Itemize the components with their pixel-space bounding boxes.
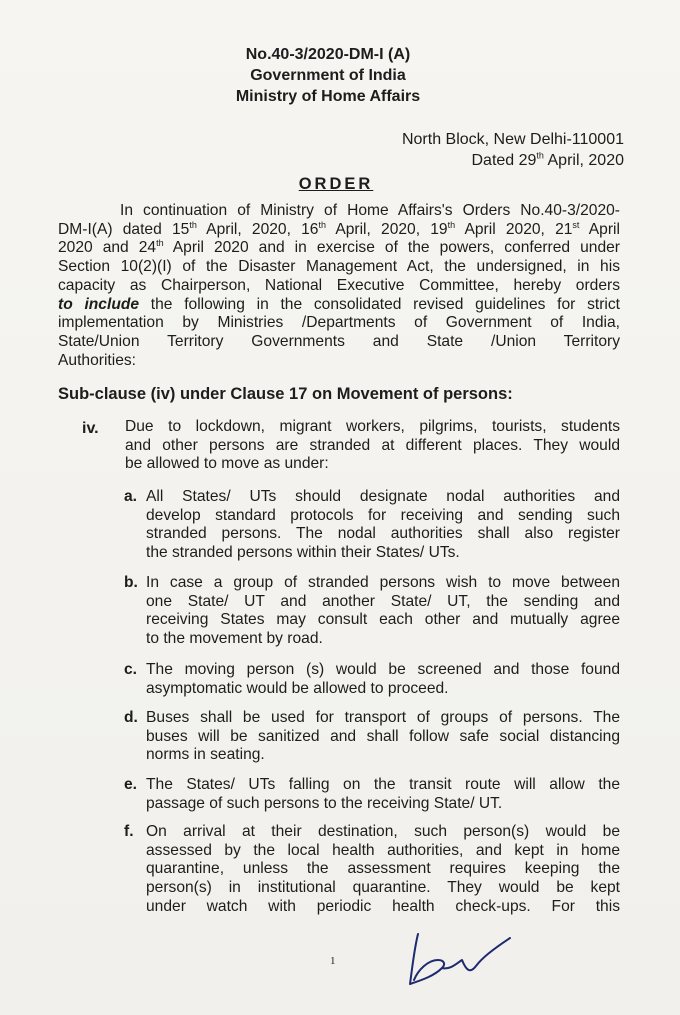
clause-numeral: iv.	[82, 420, 99, 437]
signature-image	[404, 930, 514, 990]
sub-item-text	[146, 709, 620, 765]
clause-line: be allowed to move as under:	[125, 455, 329, 473]
sub-item-text	[146, 776, 620, 813]
sub-item-letter: d.	[124, 709, 138, 726]
sub-item-line: to the movement by road.	[146, 630, 323, 648]
sub-item-letter: a.	[124, 488, 138, 505]
intro-line: Authorities:	[58, 351, 137, 369]
intro-line: implementation by Ministries /Departments of Government of India,	[58, 314, 620, 332]
intro-line: Section 10(2)(I) of the Disaster Management Act, the undersigned, in his	[58, 258, 620, 276]
sub-item-letter: c.	[124, 661, 138, 678]
sub-item-line: buses will be sanitized and shall follow safe social distancing	[146, 727, 620, 745]
sub-item-line: quarantine, unless the assessment requires keeping the	[146, 860, 620, 878]
sub-item-text	[146, 823, 620, 917]
intro-line: 2020 and 24th April 2020 and in exercise of the powers, conferred under	[58, 238, 620, 257]
sub-item-line: receiving States may consult each other and mutually agree	[146, 611, 620, 629]
sub-item-line: person(s) in institutional quarantine. They would be kept	[146, 879, 620, 897]
sub-item-line: All States/ UTs should designate nodal authorities and	[146, 488, 620, 505]
sub-item-text	[146, 661, 620, 698]
sub-item-text	[146, 488, 620, 563]
sub-item-letter: e.	[124, 776, 138, 793]
sub-item-line: passage of such persons to the receiving State/ UT.	[146, 794, 503, 812]
order-title: ORDER	[298, 175, 374, 193]
government-name: Government of India	[250, 67, 406, 84]
sub-item-line: Buses shall be used for transport of groups of persons. The	[146, 709, 620, 726]
intro-paragraph	[58, 202, 620, 370]
sub-item-line: under watch with periodic health check-ups. For this	[146, 897, 620, 915]
sub-item-line: assessed by the local health authorities, and kept in home	[146, 841, 620, 859]
intro-line: In continuation of Ministry of Home Affairs's Orders No.40-3/2020-	[120, 202, 620, 219]
sub-item-line: In case a group of stranded persons wish to move between	[146, 574, 620, 591]
intro-line: to include the following in the consolidated revised guidelines for strict	[58, 295, 620, 313]
intro-line: capacity as Chairperson, National Executive Committee, hereby orders	[58, 276, 620, 294]
sub-item-line: develop standard protocols for receiving and sending such	[146, 506, 620, 524]
sub-item-line: The moving person (s) would be screened and those found	[146, 661, 620, 678]
office-location: North Block, New Delhi-110001	[401, 131, 624, 148]
address-block	[402, 129, 624, 171]
sub-item-letter: b.	[124, 574, 138, 591]
clause-line: and other persons are stranded at different places. They would	[125, 436, 620, 454]
intro-line: State/Union Territory Governments and State /Union Territory	[58, 332, 620, 350]
sub-item-line: the stranded persons within their States/ UTs.	[146, 544, 460, 562]
sub-item-text	[146, 574, 620, 649]
clause-line: Due to lockdown, migrant workers, pilgrims, tourists, students	[125, 418, 620, 435]
sub-item-line: asymptomatic would be allowed to proceed.	[146, 679, 449, 697]
sub-item-line: stranded persons. The nodal authorities shall also register	[146, 525, 620, 543]
intro-line: DM-I(A) dated 15th April, 2020, 16th April, 2020, 19th April 2020, 21st April	[58, 219, 620, 238]
subclause-heading: Sub-clause (iv) under Clause 17 on Movement of persons:	[58, 385, 513, 403]
sub-item-line: norms in seating.	[146, 746, 265, 764]
document-header	[0, 44, 680, 107]
clause-iv-text	[125, 418, 620, 474]
order-date: Dated 29th April, 2020	[471, 150, 624, 169]
sub-item-line: On arrival at their destination, such person(s) would be	[146, 823, 620, 840]
sub-item-letter: f.	[124, 823, 134, 840]
page-number: 1	[330, 955, 336, 967]
sub-item-line: The States/ UTs falling on the transit route will allow the	[146, 776, 620, 793]
file-number: No.40-3/2020-DM-I (A)	[245, 46, 411, 63]
ministry-name: Ministry of Home Affairs	[235, 88, 421, 105]
sub-item-line: one State/ UT and another State/ UT, the sending and	[146, 592, 620, 610]
